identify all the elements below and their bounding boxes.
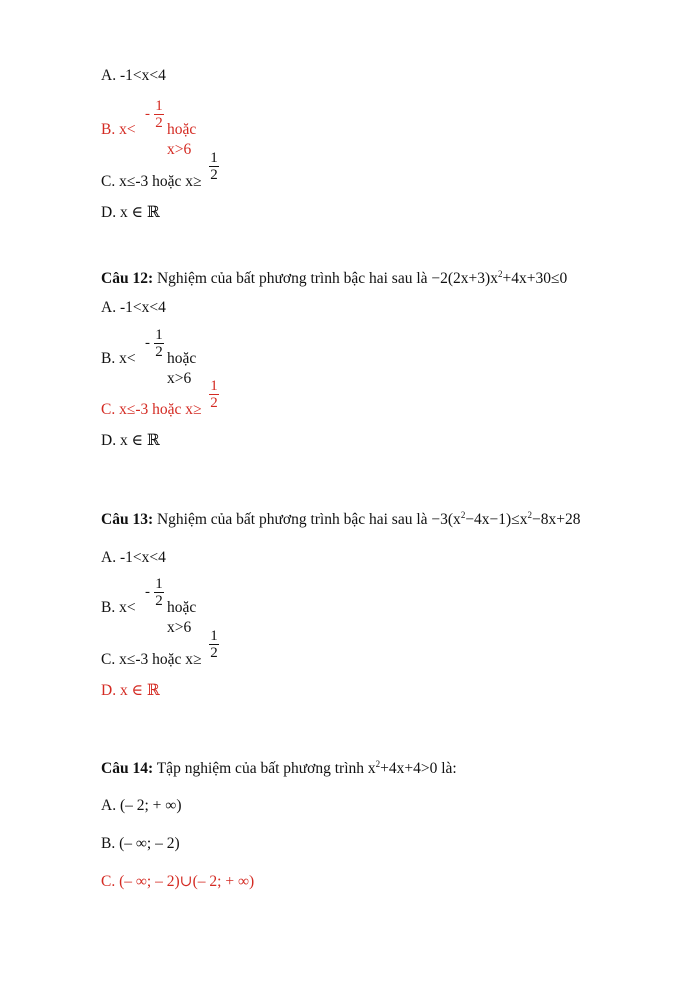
q14-text-before: Tập nghiệm của bất phương trình x	[156, 760, 376, 777]
q14-question	[101, 759, 457, 779]
q14-superscript: 2	[375, 759, 381, 769]
q14-label: Câu 14:	[101, 760, 154, 777]
q11-option-a: A. -1<x<4	[101, 67, 166, 84]
q11-option-c-fraction	[209, 150, 219, 183]
q12-option-b-minus: -	[145, 335, 150, 351]
q12-option-b-fraction	[154, 327, 164, 360]
q12-option-c-fraction	[209, 378, 219, 411]
fraction-denominator: 2	[210, 645, 218, 661]
fraction-denominator: 2	[155, 593, 163, 609]
fraction-numerator: 1	[155, 576, 163, 592]
q11-option-b-prefix: B. x<	[101, 121, 136, 138]
q13-option-c-fraction	[209, 628, 219, 661]
fraction-denominator: 2	[210, 167, 218, 183]
q13-text-mid: −4x−1)≤x	[465, 511, 528, 528]
q11-option-c-prefix: C. x≤-3 hoặc x≥	[101, 173, 202, 190]
q12-option-b-prefix: B. x<	[101, 350, 136, 367]
q13-option-b-prefix: B. x<	[101, 599, 136, 616]
q14-text-after: +4x+4>0 là:	[380, 760, 457, 777]
q13-option-b-minus: -	[145, 584, 150, 600]
q11-option-b-minus: -	[145, 106, 150, 122]
q13-label: Câu 13:	[101, 511, 154, 528]
q13-option-d: D. x ∈ ℝ	[101, 682, 160, 699]
q12-superscript: 2	[497, 269, 503, 279]
q12-option-c-prefix: C. x≤-3 hoặc x≥	[101, 401, 202, 418]
q11-option-b-suffix: hoặc x>6	[167, 121, 197, 158]
q13-question	[101, 510, 580, 530]
fraction-numerator: 1	[155, 327, 163, 343]
q12-question	[101, 269, 567, 289]
q13-text-before: Nghiệm của bất phương trình bậc hai sau là −3(x	[156, 511, 461, 528]
fraction-numerator: 1	[210, 628, 218, 644]
q14-option-b: B. (– ∞; – 2)	[101, 835, 180, 852]
q11-option-b-fraction	[154, 98, 164, 131]
fraction-denominator: 2	[210, 395, 218, 411]
q12-text-before: Nghiệm của bất phương trình bậc hai sau là −2(2x+3)x	[156, 270, 498, 287]
fraction-numerator: 1	[155, 98, 163, 114]
q13-option-c-prefix: C. x≤-3 hoặc x≥	[101, 651, 202, 668]
q12-option-b-suffix: hoặc x>6	[167, 350, 197, 387]
q12-text-after: +4x+30≤0	[502, 270, 568, 287]
fraction-denominator: 2	[155, 344, 163, 360]
q12-option-d: D. x ∈ ℝ	[101, 432, 160, 449]
q12-option-a: A. -1<x<4	[101, 299, 166, 316]
q13-superscript-2: 2	[527, 510, 532, 520]
q14-option-a: A. (– 2; + ∞)	[101, 797, 182, 814]
q13-option-b-fraction	[154, 576, 164, 609]
q13-option-a: A. -1<x<4	[101, 549, 166, 566]
q13-text-after: −8x+28	[531, 511, 581, 528]
q14-option-c: C. (– ∞; – 2)∪(– 2; + ∞)	[101, 873, 255, 890]
q13-option-b-suffix: hoặc x>6	[167, 599, 197, 636]
fraction-numerator: 1	[210, 150, 218, 166]
q11-option-d: D. x ∈ ℝ	[101, 204, 160, 221]
fraction-numerator: 1	[210, 378, 218, 394]
q13-superscript-1: 2	[460, 510, 466, 520]
q12-label: Câu 12:	[101, 270, 154, 287]
fraction-denominator: 2	[155, 115, 163, 131]
